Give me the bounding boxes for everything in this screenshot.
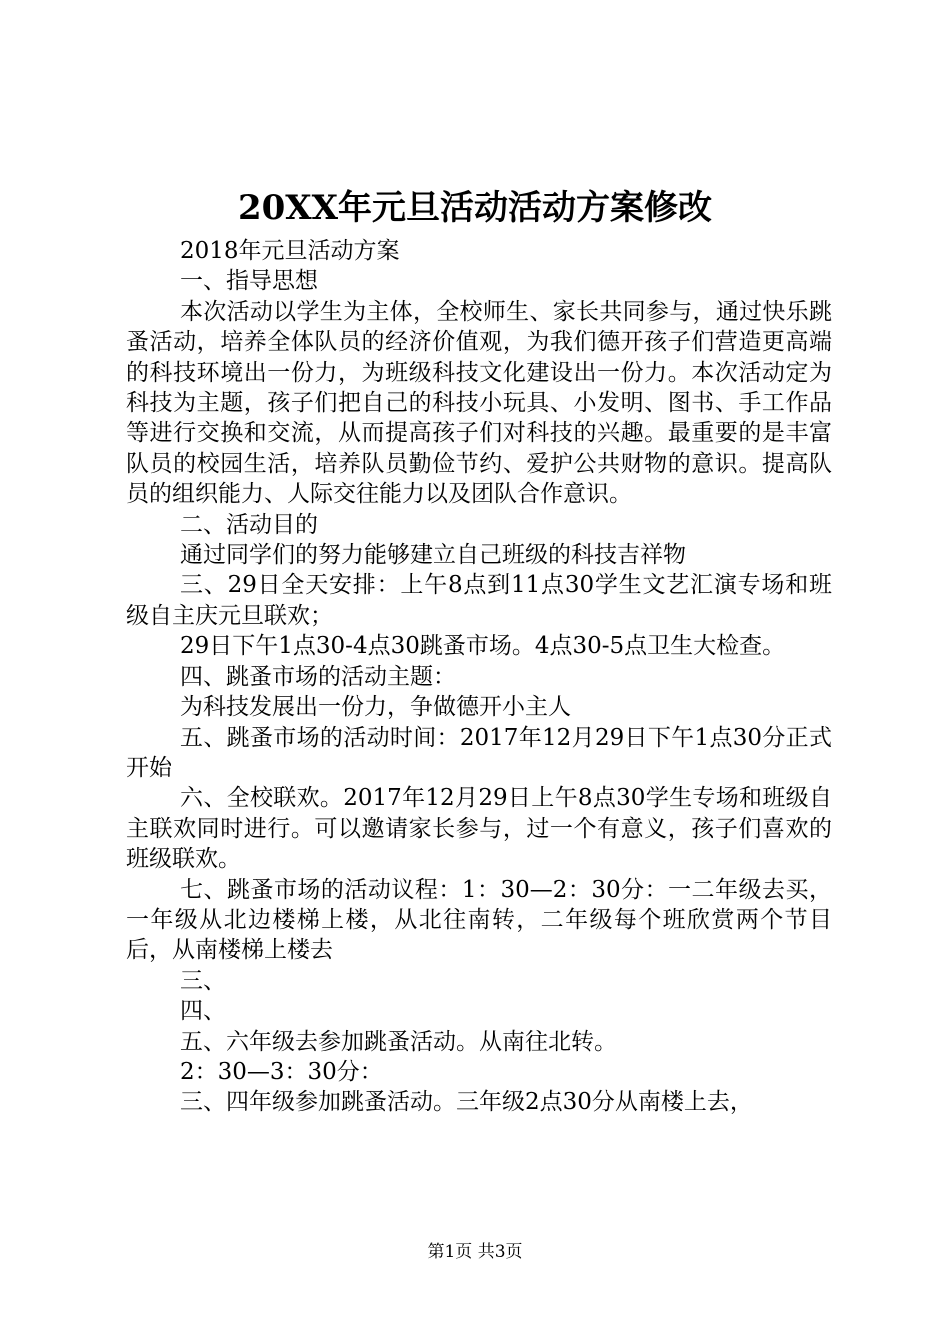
paragraph: 五、跳蚤市场的活动时间：2017年12月29日下午1点30分正式开始 [126,724,832,781]
paragraph: 四、跳蚤市场的活动主题： [180,663,456,690]
page-footer: 第1页 共3页 [427,1242,523,1262]
paragraph: 四、 [180,998,226,1025]
paragraph: 2：30—3：30分： [180,1058,383,1085]
paragraph: 三、 [180,967,226,994]
paragraph: 本次活动以学生为主体，全校师生、家长共同参与，通过快乐跳蚤活动，培养全体队员的经济价值观，为我们德开孩子们营造更高端的科技环境出一份力，为班级科技文化建设出一份力。本次活动定为科技为主题，孩子们把自己的科技小玩具、小发明、图书、手工作品等进行交换和交流，从而提高孩子们对科技的兴趣。最重要的是丰富队员的校园生活，培养队员勤俭节约、爱护公共财物的意识。提高队员的组织能力、人际交往能力以及团队合作意识。 [126,298,832,508]
paragraph: 为科技发展出一份力，争做德开小主人 [180,694,571,721]
paragraph: 二、活动目的 [180,511,318,538]
paragraph: 一、指导思想 [180,268,318,295]
paragraph: 2018年元旦活动方案 [180,238,400,264]
paragraph: 29日下午1点30-4点30跳蚤市场。4点30-5点卫生大检查。 [180,633,786,660]
document-title: 20XX年元旦活动活动方案修改 [237,188,713,228]
document-body [126,236,832,1118]
paragraph: 五、六年级去参加跳蚤活动。从南往北转。 [180,1028,617,1055]
paragraph: 三、29日全天安排：上午8点到11点30学生文艺汇演专场和班级自主庆元旦联欢； [126,572,832,629]
paragraph: 三、四年级参加跳蚤活动。三年级2点30分从南楼上去， [180,1089,753,1116]
paragraph: 七、跳蚤市场的活动议程：1：30—2：30分：一二年级去买，一年级从北边楼梯上楼，从北往南转，二年级每个班欣赏两个节目后，从南楼梯上楼去 [126,876,832,964]
paragraph: 通过同学们的努力能够建立自己班级的科技吉祥物 [180,542,686,569]
paragraph: 六、全校联欢。2017年12月29日上午8点30学生专场和班级自主联欢同时进行。可以邀请家长参与，过一个有意义，孩子们喜欢的班级联欢。 [126,785,832,873]
